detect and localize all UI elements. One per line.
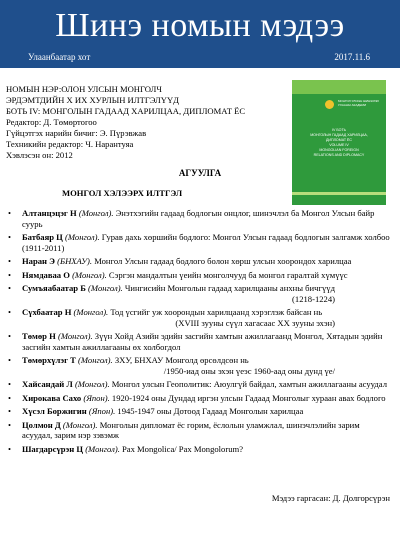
entry-title: 1945-1947 оны Дотоод Гадаад Монголын харилцаа bbox=[115, 406, 304, 416]
entry-author: Сүхбаатар Н bbox=[22, 307, 72, 317]
bullet-icon: • bbox=[8, 256, 12, 266]
book-cover-line: VOLUME IV bbox=[329, 143, 349, 147]
entry-title: Тод үсгийг уж хоорондын харилцаанд хэрэглэж байсан нь bbox=[108, 307, 323, 317]
book-cover-top-band bbox=[292, 80, 386, 94]
book-cover-line: MONGOLIAN FOREIGN bbox=[319, 148, 359, 152]
bullet-icon: • bbox=[8, 232, 12, 242]
list-item bbox=[8, 331, 390, 352]
book-cover-line: ДИПЛОМАТ ЁС bbox=[325, 138, 353, 142]
entry-title: Чингисийн Монголын гадаад харилцааны анхны бичгүүд bbox=[122, 283, 335, 293]
entry-country: (Монгол). bbox=[78, 208, 114, 218]
entry-author: Хирокава Сахо bbox=[22, 392, 82, 403]
entry-title: Монгол Улсын гадаад бодлого болон хөрш улсын хоорондох харилцаа bbox=[92, 256, 352, 266]
entry-title: Энэтхэгийн гадаад бодлогын онцлог, шинэчлэл ба Монгол Улсын байр суурь bbox=[22, 208, 375, 229]
bullet-icon: • bbox=[8, 269, 12, 280]
bullet-icon: • bbox=[8, 355, 12, 365]
entry-country: (Монгол). bbox=[78, 355, 113, 365]
entry-author: Алтанцэцэг Н bbox=[22, 208, 77, 218]
entry-country: (Монгол). bbox=[73, 307, 109, 317]
book-cover-line: МОНГОЛЫН ГАДААД ХАРИЛЦАА, bbox=[310, 133, 368, 137]
bullet-icon: • bbox=[8, 208, 12, 218]
entry-title: Гурав дахь хөршийн бодлого: Монгол Улсын гадаад бодлогын залгамж холбоо (1911-2011) bbox=[22, 232, 390, 253]
book-cover-header: МОНГОЛ УЛСЫН ШИНЖЛЭХ УХААНЫ АКАДЕМИ bbox=[338, 99, 380, 107]
entry-country: (Монгол). bbox=[72, 269, 107, 280]
book-cover-text bbox=[298, 128, 380, 158]
entry-country: (БНХАУ). bbox=[57, 256, 93, 266]
bullet-icon: • bbox=[8, 443, 12, 454]
entry-author: Батбаяр Ц bbox=[22, 232, 63, 242]
city-label: Улаанбаатар хот bbox=[28, 52, 91, 62]
list-item bbox=[8, 270, 390, 281]
entry-country: (Монгол). bbox=[57, 331, 93, 341]
meta-line: Хэвлэсэн он: 2012 bbox=[6, 150, 73, 160]
bullet-icon: • bbox=[8, 331, 12, 341]
entry-country: (Монгол). bbox=[88, 283, 123, 293]
entry-title: Монголын дипломат ёс горим, ёслолын уламжлал, шинэчлэлийн зарим асуудал, зарим нэр зэвэмж bbox=[22, 419, 360, 440]
entry-continuation: /1950-иад оны эхэн үеэс 1960-аад оны дунд үе/ bbox=[163, 365, 335, 376]
entry-author: Хайсандай Л bbox=[22, 379, 73, 389]
entry-author: Цолмон Д bbox=[22, 419, 61, 430]
entry-title: ЗХУ, БНХАУ Монголд өрсөлдсөн нь bbox=[112, 355, 249, 365]
entry-title: 1920-1924 оны Дундад иргэн улсын Гадаад Монголыг хураан авах бодлого bbox=[109, 392, 386, 403]
emblem-icon bbox=[325, 100, 334, 109]
bullet-icon: • bbox=[8, 307, 12, 317]
book-cover-image bbox=[292, 80, 386, 205]
entry-author: Нямдаваа О bbox=[22, 269, 70, 280]
list-item bbox=[8, 307, 390, 328]
entry-country: (Монгол). bbox=[65, 232, 100, 242]
meta-line: Редактор: Д. Төмөртогоо bbox=[6, 117, 97, 127]
bullet-icon: • bbox=[8, 406, 12, 416]
entry-country: (Япон). bbox=[88, 406, 116, 416]
entry-author: Төмөр Н bbox=[22, 331, 56, 341]
header-banner bbox=[0, 0, 400, 68]
entry-title: Зүүн Хойд Азийн эдийн засгийн хамтын ажиллагаанд Монгол, Хятадын эдийн засгийн хамтын ажиллагааны өх холбогдол bbox=[22, 331, 383, 352]
entry-author: Төмөрхүлэг Т bbox=[22, 355, 76, 365]
bullet-icon: • bbox=[8, 419, 12, 430]
entry-continuation: (XVIII зууны сүүл хагасаас XX зууны эхэн) bbox=[175, 317, 335, 328]
meta-line: БОТЬ IV: МОНГОЛЫН ГАДААД ХАРИЛЦАА, ДИПЛОМАТ ЁС bbox=[6, 106, 246, 116]
list-item bbox=[8, 355, 390, 376]
list-item bbox=[8, 256, 390, 267]
bullet-icon: • bbox=[8, 392, 12, 403]
list-item bbox=[8, 283, 390, 304]
entry-author: Шагдарсүрэн Ц bbox=[22, 443, 84, 454]
page-title: Шинэ номын мэдээ bbox=[55, 7, 345, 44]
book-cover-line: RELATIONS AND DIPLOMACY bbox=[313, 153, 365, 157]
list-item bbox=[8, 208, 390, 229]
entry-author: Сумъяабаатар Б bbox=[22, 283, 86, 293]
contents-title: АГУУЛГА bbox=[178, 168, 222, 178]
section-title: МОНГОЛ ХЭЛЭЭРХ ИЛТГЭЛ bbox=[62, 188, 183, 198]
book-cover-line: IV БОТЬ bbox=[331, 128, 347, 132]
meta-line: Гүйцэтгэх нарийн бичиг: Э. Пүрэвжав bbox=[6, 128, 147, 138]
meta-line: ЭРДЭМТДИЙН Х ИХ ХУРЛЫН ИЛТГЭЛҮҮД bbox=[6, 95, 180, 105]
book-cover-stripe bbox=[292, 192, 386, 195]
bullet-icon: • bbox=[8, 283, 12, 293]
entry-continuation: (1218-1224) bbox=[292, 293, 335, 304]
list-item bbox=[8, 420, 390, 441]
list-item bbox=[8, 393, 390, 404]
date-label: 2017.11.6 bbox=[334, 52, 370, 62]
bullet-icon: • bbox=[8, 379, 12, 389]
meta-line: НОМЫН НЭР:ОЛОН УЛСЫН МОНГОЛЧ bbox=[6, 84, 162, 94]
list-item bbox=[8, 379, 390, 390]
list-item bbox=[8, 232, 390, 253]
entry-author: Наран Э bbox=[22, 256, 55, 266]
entry-country: (Монгол). bbox=[62, 419, 98, 430]
entry-title: Сэргэн мандалтын үеийн монголчууд ба монгол гаралтай хүмүүс bbox=[106, 269, 348, 280]
entry-title: Pax Mongolica/ Pax Mongolorum? bbox=[119, 443, 244, 454]
list-item bbox=[8, 406, 390, 417]
list-item bbox=[8, 444, 390, 455]
footer-credit: Мэдээ гаргасан: Д. Долгорсүрэн bbox=[271, 493, 390, 503]
book-metadata bbox=[6, 84, 256, 161]
meta-line: Техникийн редактор: Ч. Нарантуяа bbox=[6, 139, 134, 149]
entry-country: (Япон). bbox=[83, 392, 110, 403]
contents-list bbox=[8, 208, 390, 457]
entry-country: (Монгол). bbox=[74, 379, 110, 389]
entry-country: (Монгол). bbox=[85, 443, 120, 454]
entry-author: Хүсэл Боржигин bbox=[22, 406, 87, 416]
entry-title: Монгол улсын Геополитик: Аюулгүй байдал, хамтын ажиллагааны асуудал bbox=[109, 379, 387, 389]
